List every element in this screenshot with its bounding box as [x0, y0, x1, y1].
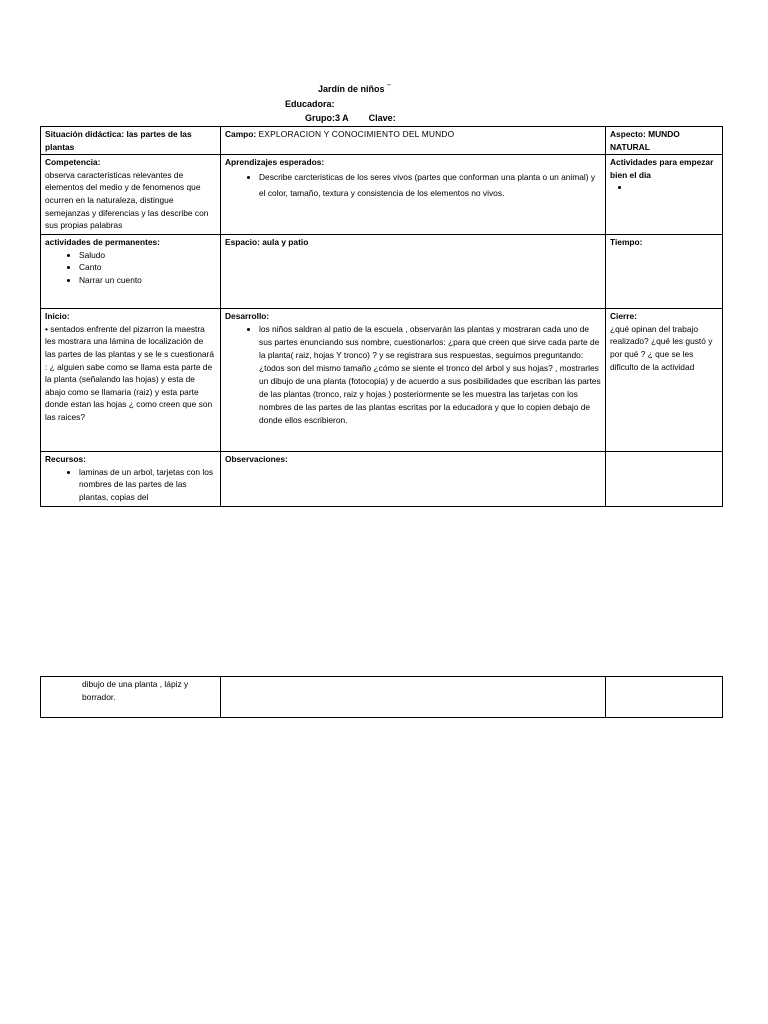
- field-value: EXPLORACION Y CONOCIMIENTO DEL MUNDO: [258, 129, 455, 139]
- table-row: [41, 309, 723, 452]
- resources-cell: Recursos: • laminas de un arbol, tarjetas con los nombres de las partes de las plantas, copias del: [41, 452, 221, 507]
- activities-cell: Actividades para empezar bien el dia •: [606, 155, 723, 235]
- table-row: [41, 155, 723, 235]
- competence-cell: Competencia: observa caracteristicas relevantes de elementos del medio y de fenomenos que ocurren en la naturaleza, distingue semejanzas y diferencias y las describe con sus propias palabras: [41, 155, 221, 235]
- start-cell: Inicio: • sentados enfrente del pizarron la maestra les mostrara una lámina de localización de las partes de las plantas y se le s cuestionará : ¿ alguien sabe como se llama esta parte de la planta (señalando las hojas) y esta de abajo como se llamaria (raiz) y esta parte donde estan las hojas ¿ como creen que son las raices?: [41, 309, 221, 452]
- table-row: [41, 235, 723, 309]
- field-cell: Campo: EXPLORACION Y CONOCIMIENTO DEL MUNDO: [221, 127, 606, 155]
- space-cell: Espacio: aula y patio: [221, 235, 606, 309]
- empty-cell: [221, 677, 606, 718]
- empty-cell: [606, 677, 723, 718]
- empty-cell: [606, 452, 723, 507]
- expected-item: • Describe carcteristicas de los seres vivos (partes que conforman una planta o un animal) y el color, tamaño, textura y consistencia de los elementos no vivos.: [259, 169, 601, 201]
- table-row: [41, 452, 723, 507]
- activities-bullet: [630, 181, 718, 194]
- school-title: Jardín de niños "": [318, 84, 391, 94]
- development-item: • los niños saldran al patio de la escuela , observarán las plantas y mostraran cada uno de sus partes enunciando sus nombre, cuestionarlos: ¿para que creen que sirve cada parte de la planta( raiz, hojas Y tronco) ? y se registrara sus respuestas, seguimos preguntando: ¿todos son del mismo tamaño ¿cómo se siente el tronco del árbol y sus hojas? , mostrarles un dibujo de una planta (fotocopia) y de acuerdo a sus posibilidades que escriban las partes de las plantas (tronco, raiz y hojas ) posteriormente se les muestra las tarjetas con los nombres de las partes de las plantas escritas por la educadora y que lo copien debajo de donde ellos escribieron.: [259, 323, 601, 427]
- table-row: [41, 677, 723, 718]
- permanent-cell: actividades de permanentes: • Saludo • Canto • Narrar un cuento: [41, 235, 221, 309]
- lesson-plan-table: [40, 126, 723, 507]
- table-row: [41, 127, 723, 155]
- development-cell: Desarrollo: • los niños saldran al patio de la escuela , observarán las plantas y mostraran cada uno de sus partes enunciando sus nombre, cuestionarlos: ¿para que creen que sirve cada parte de la planta( raiz, hojas Y tronco) ? y se registrara sus respuestas, seguimos preguntando: ¿todos son del mismo tamaño ¿cómo se siente el tronco del árbol y sus hojas? , mostrarles un dibujo de una planta (fotocopia) y de acuerdo a sus posibilidades que escriban las partes de las plantas (tronco, raiz y hojas ) posteriormente se les muestra las tarjetas con los nombres de las partes de las plantas escritas por la educadora y que lo copien debajo de donde ellos escribieron.: [221, 309, 606, 452]
- situation-cell: Situación didáctica: las partes de las plantas: [41, 127, 221, 155]
- time-cell: Tiempo:: [606, 235, 723, 309]
- continuation-table: [40, 676, 723, 718]
- expected-learning-cell: Aprendizajes esperados: • Describe carcteristicas de los seres vivos (partes que conforman una planta o un animal) y el color, tamaño, textura y consistencia de los elementos no vivos.: [221, 155, 606, 235]
- observations-cell: Observaciones:: [221, 452, 606, 507]
- school-mark: "": [387, 84, 391, 90]
- permanent-item: • Canto: [79, 261, 216, 274]
- start-text: • sentados enfrente del pizarron la maestra les mostrara una lámina de localización de las partes de las plantas y se le s cuestionará : ¿ alguien sabe como se llama esta parte de la planta (señalando las hojas) y esta de abajo como se llamaria (raiz) y esta parte donde estan las hojas ¿ como creen que son las raices?: [45, 323, 214, 422]
- resources-continuation-cell: dibujo de una planta , lápiz y borrador.: [41, 677, 221, 718]
- close-cell: Cierre: ¿qué opinan del trabajo realizado? ¿qué les gustó y por qué ? ¿ que se les dificulto de la actividad: [606, 309, 723, 452]
- permanent-item: • Saludo: [79, 249, 216, 262]
- competence-text: observa caracteristicas relevantes de elementos del medio y de fenomenos que ocurren en la naturaleza, distingue semejanzas y diferencias y las describe con sus propias palabras: [45, 169, 209, 231]
- resources-item: • laminas de un arbol, tarjetas con los nombres de las partes de las plantas, copias del: [79, 466, 216, 504]
- permanent-item: • Narrar un cuento: [79, 274, 216, 287]
- group-key-line: [305, 113, 396, 123]
- key-label: Clave:: [368, 113, 396, 123]
- group-label: Grupo:3 A: [305, 113, 349, 123]
- aspect-cell: Aspecto: MUNDO NATURAL: [606, 127, 723, 155]
- close-text: ¿qué opinan del trabajo realizado? ¿qué les gustó y por qué ? ¿ que se les dificulto de la actividad: [610, 323, 713, 372]
- educator-label: Educadora:: [285, 99, 335, 109]
